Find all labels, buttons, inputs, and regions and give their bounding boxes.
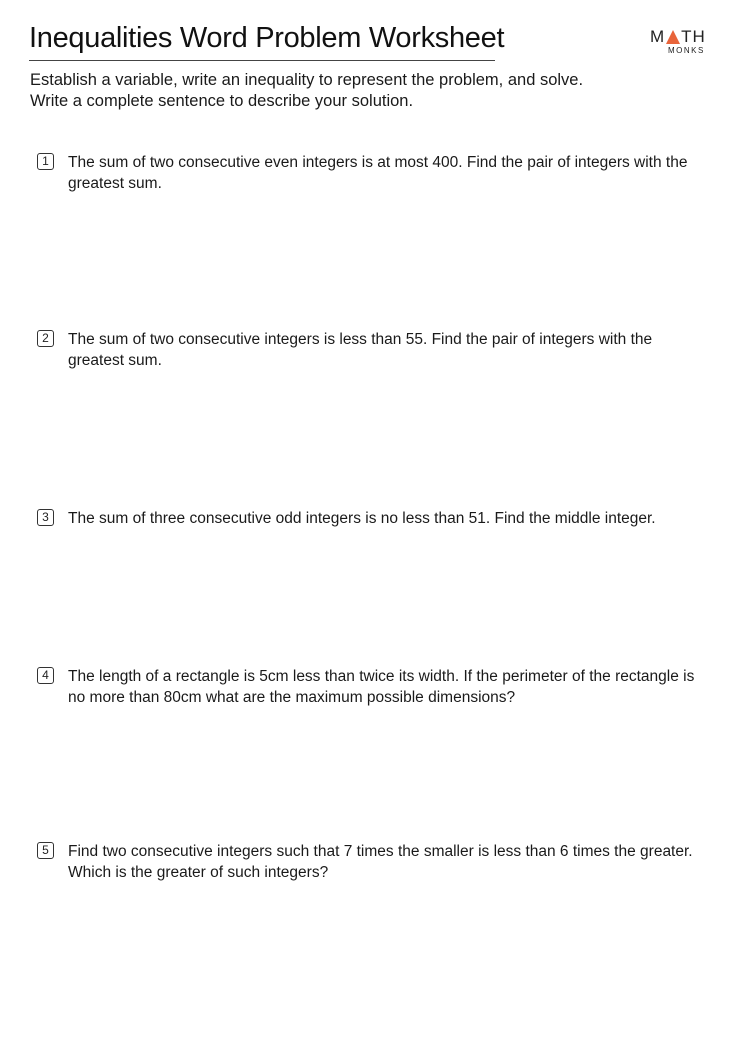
page-title: Inequalities Word Problem Worksheet — [29, 22, 505, 54]
title-underline — [29, 60, 495, 61]
problem-text: The sum of two consecutive even integers is at most 400. Find the pair of integers with the greatest sum. — [68, 154, 688, 192]
problem-text: The length of a rectangle is 5cm less than twice its width. If the perimeter of the rectangle is no more than 80cm what are the maximum possible dimensions? — [68, 668, 695, 706]
problem-text: The sum of two consecutive integers is less than 55. Find the pair of integers with the greatest sum. — [68, 331, 653, 369]
instructions — [30, 70, 583, 112]
logo-subtitle: MONKS — [668, 46, 705, 55]
logo-wordmark — [650, 28, 706, 45]
instruction-line-1: Establish a variable, write an inequality to represent the problem, and solve. — [30, 71, 584, 89]
problem-text: Find two consecutive integers such that 7 times the smaller is less than 6 times the greater. Which is the greater of such integers? — [68, 843, 693, 881]
problem-number: 5 — [37, 842, 54, 859]
problem-text: The sum of three consecutive odd integers is no less than 51. Find the middle integer. — [68, 510, 656, 527]
triangle-icon — [666, 30, 680, 44]
instruction-line-2: Write a complete sentence to describe your solution. — [30, 92, 414, 110]
logo-letters-th: TH — [681, 27, 706, 46]
problem-number: 3 — [37, 509, 54, 526]
logo-letter-m: M — [650, 27, 666, 46]
problem-number: 4 — [37, 667, 54, 684]
problem-number: 2 — [37, 330, 54, 347]
math-monks-logo — [650, 28, 714, 58]
problem-number: 1 — [37, 153, 54, 170]
